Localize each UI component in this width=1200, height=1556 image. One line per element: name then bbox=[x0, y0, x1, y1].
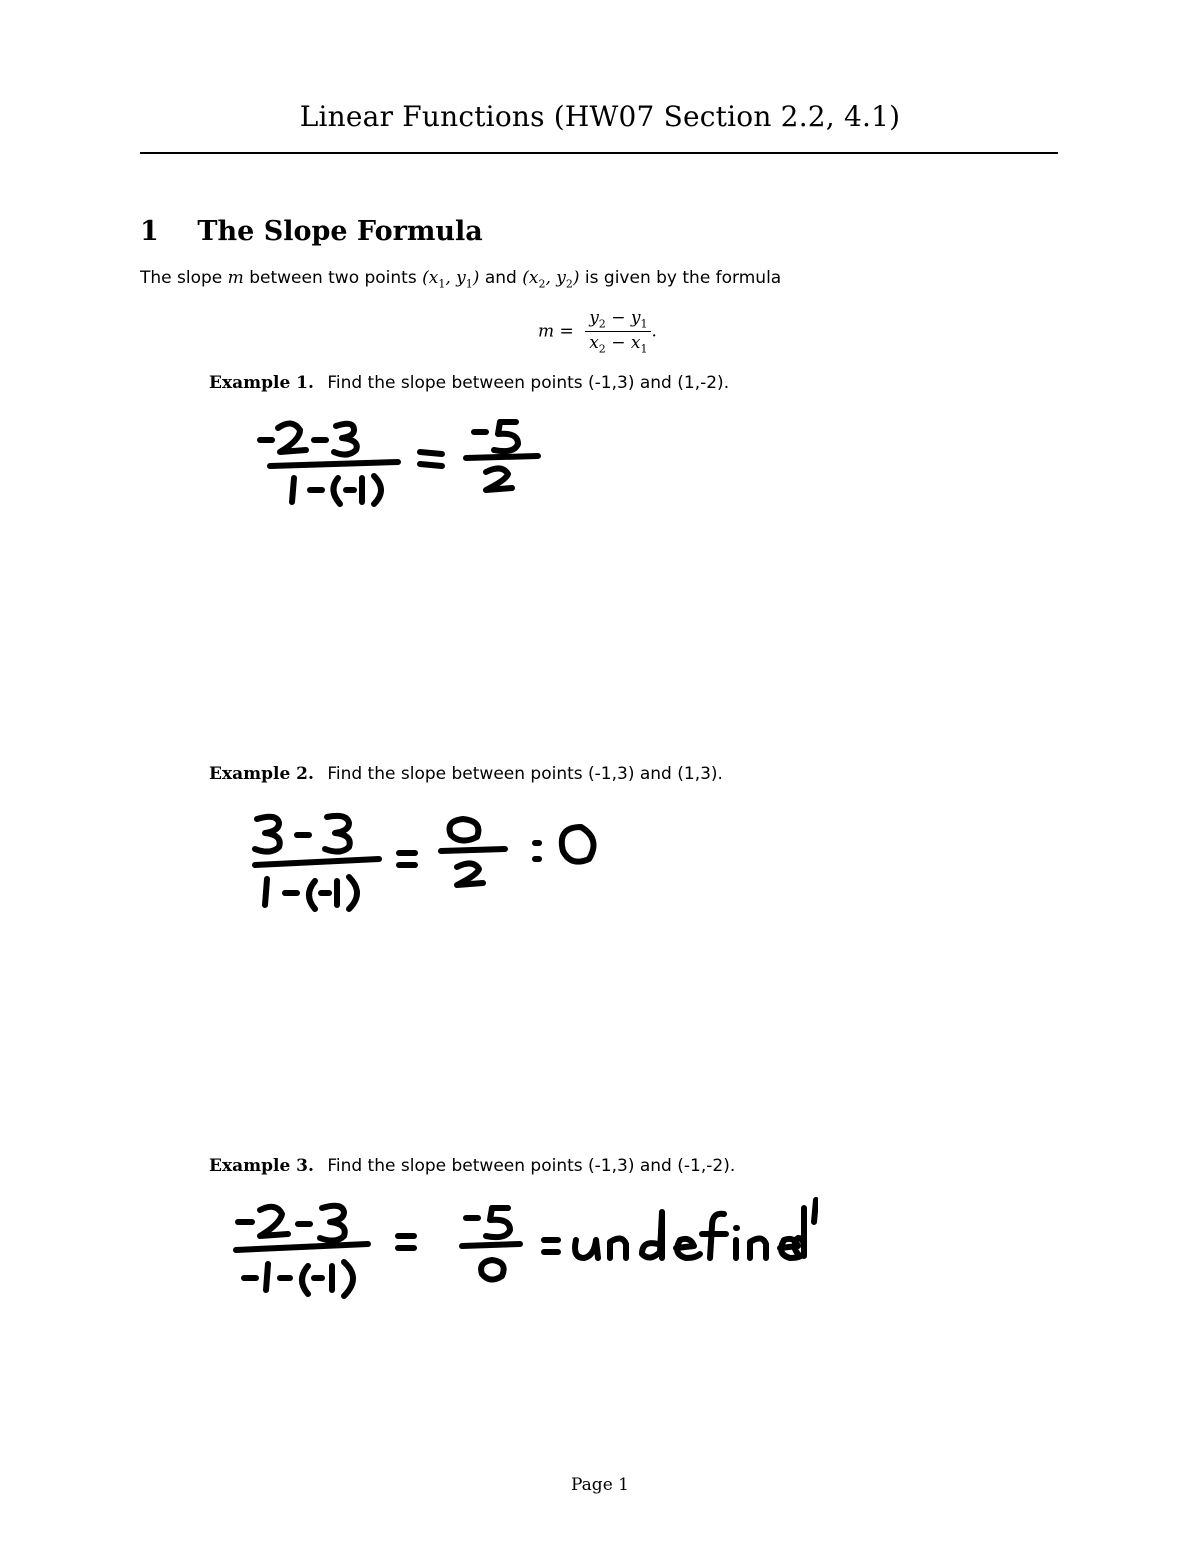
example-text: Find the slope between points (-1,3) and (-1,-2). bbox=[327, 1156, 736, 1176]
intro-text: is given by the formula bbox=[584, 268, 782, 288]
handwritten-undefined-tail bbox=[792, 1204, 812, 1264]
point-2: ($x_2$, $y_2$) bbox=[522, 268, 580, 291]
intro-text: between two points bbox=[249, 268, 417, 288]
title-rule bbox=[140, 152, 1058, 154]
handwritten-work-3 bbox=[228, 1196, 818, 1306]
var-m: m bbox=[227, 268, 244, 288]
example-text: Find the slope between points (-1,3) and (1,3). bbox=[327, 764, 723, 784]
example-3 bbox=[209, 1156, 735, 1176]
slope-formula: m = $\frac{y_2 - y_1}{x_2 - x_1}$ . bbox=[538, 308, 657, 356]
formula-denominator: $x_2 - x_1$ bbox=[589, 333, 648, 356]
example-label: Example 2. bbox=[209, 764, 314, 784]
handwritten-work-2 bbox=[245, 805, 615, 915]
handwritten-work-1 bbox=[250, 410, 570, 510]
intro-text: and bbox=[484, 268, 517, 288]
page-number: Page 1 bbox=[571, 1475, 629, 1495]
example-text: Find the slope between points (-1,3) and (1,-2). bbox=[327, 373, 730, 393]
section-number: 1 bbox=[140, 216, 159, 247]
formula-numerator: $y_2 - y_1$ bbox=[585, 308, 651, 332]
point-1: ($x_1$, $y_1$) bbox=[422, 268, 480, 291]
example-2 bbox=[209, 764, 723, 784]
formula-lhs: m bbox=[538, 321, 555, 342]
intro-paragraph bbox=[140, 268, 781, 290]
example-label: Example 1. bbox=[209, 373, 314, 393]
formula-fraction bbox=[585, 308, 651, 356]
section-title: The Slope Formula bbox=[197, 216, 483, 247]
formula-period: . bbox=[651, 321, 657, 342]
document-title: Linear Functions (HW07 Section 2.2, 4.1) bbox=[299, 100, 901, 133]
example-label: Example 3. bbox=[209, 1156, 314, 1176]
section-heading bbox=[140, 216, 483, 247]
intro-text: The slope bbox=[140, 268, 223, 288]
example-1 bbox=[209, 373, 729, 393]
